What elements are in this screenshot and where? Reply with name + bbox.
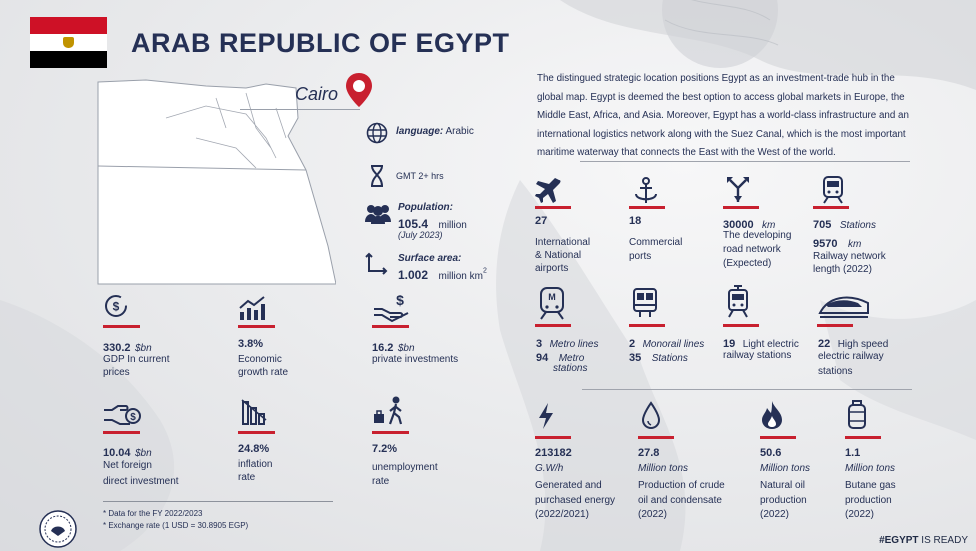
growth-value: 3.8% (238, 338, 264, 350)
rail-stations-row (813, 215, 876, 233)
rail-label (813, 250, 886, 276)
power-accent-bar (535, 436, 571, 439)
globe-icon (366, 122, 388, 144)
hsr-label-rest (818, 349, 884, 379)
language-row (396, 126, 474, 137)
lrt-label-line-2: railway stations (723, 350, 792, 361)
population-unit: million (438, 220, 467, 231)
power-label-line-1: Generated and (535, 480, 602, 491)
metro-stations-unit-2: stations (553, 363, 588, 374)
hashtag-rest: IS READY (918, 535, 968, 546)
inflation-icon (240, 398, 268, 426)
gdp-label-line-1: GDP In current (103, 354, 170, 365)
intro-divider (580, 161, 910, 162)
energy-divider (582, 389, 912, 390)
power-value: 213182 (535, 447, 572, 459)
hsr-accent-bar (817, 324, 853, 327)
svg-text:$: $ (112, 299, 120, 314)
inflation-label-line-1: inflation (238, 459, 273, 470)
inflation-accent-bar (238, 431, 275, 434)
crude-label-line-1: Production of crude (638, 480, 725, 491)
hand-money-icon (372, 291, 410, 323)
metro-stations-value: 94 (536, 352, 549, 364)
high-speed-train-icon (818, 291, 870, 319)
oil-drop-icon (641, 401, 661, 429)
lightning-icon (537, 402, 555, 430)
growth-label (238, 353, 288, 379)
surface-label: Surface area: (398, 253, 462, 264)
unemp-label-line-1: unemployment (372, 462, 438, 473)
location-pin-icon (344, 71, 374, 109)
unemp-accent-bar (372, 431, 409, 434)
lrt-accent-bar (723, 324, 759, 327)
road-label-line-1: The developing (723, 230, 792, 241)
population-value: 105.4 (398, 217, 429, 231)
inflation-value: 24.8% (238, 443, 270, 455)
lrt-value: 19 (723, 338, 736, 350)
growth-chart-icon (238, 296, 266, 322)
metro-icon (538, 286, 566, 320)
unemp-label-line-2: rate (372, 476, 390, 487)
gas-label-line-1: Natural oil (760, 480, 806, 491)
unemp-value: 7.2% (372, 443, 398, 455)
footer-notes (103, 508, 248, 532)
population-icon (364, 202, 392, 224)
private-label: private investments (372, 354, 459, 365)
hsr-label-line-1: High speed (837, 339, 889, 350)
metro-stations-unit-1: Metro (558, 353, 585, 364)
metro-lines-unit: Metro lines (549, 339, 599, 350)
surface-value: 1.002 (398, 268, 429, 282)
airports-label-line-3: airports (535, 263, 569, 274)
private-unit: $bn (397, 343, 415, 354)
note-fiscal-year: * Data for the FY 2022/2023 (103, 509, 203, 518)
seal-logo-icon (38, 509, 78, 549)
monorail-lines-value: 2 (629, 338, 636, 350)
fdi-label-line-1: Net foreign (103, 460, 152, 471)
ports-value: 18 (629, 215, 642, 227)
ports-label-line-1: Commercial (629, 237, 683, 248)
metro-accent-bar (535, 324, 571, 327)
hsr-label-line-2: electric railway (818, 351, 884, 362)
surface-row (398, 266, 487, 284)
flame-icon (760, 400, 784, 430)
light-rail-icon (726, 285, 750, 319)
fdi-accent-bar (103, 431, 140, 434)
gas-label (760, 479, 807, 523)
crude-label (638, 479, 725, 523)
area-icon (364, 252, 388, 276)
airplane-icon (535, 178, 563, 204)
svg-text:M: M (548, 292, 556, 302)
butane-unit: Million tons (845, 463, 896, 474)
monorail-stations-row (629, 348, 688, 366)
surface-unit: million km (438, 271, 483, 282)
gas-value: 50.6 (760, 447, 782, 459)
gdp-label-line-2: prices (103, 367, 130, 378)
monorail-icon (632, 287, 658, 319)
rail-label-line-2: length (2022) (813, 264, 872, 275)
road-label-line-3: (Expected) (723, 258, 772, 269)
butane-label-line-1: Butane gas (845, 480, 896, 491)
hashtag-tag (879, 535, 968, 546)
gdp-unit: $bn (134, 343, 152, 354)
unemp-label (372, 461, 438, 489)
anchor-icon (633, 177, 659, 205)
growth-label-line-2: growth rate (238, 367, 289, 378)
gas-accent-bar (760, 436, 796, 439)
crude-value: 27.8 (638, 447, 660, 459)
hsr-value: 22 (818, 338, 831, 350)
monorail-accent-bar (629, 324, 665, 327)
surface-unit-sup: 2 (482, 267, 487, 275)
crude-label-line-2: oil and condensate (638, 494, 722, 506)
rail-label-line-1: Railway network (813, 251, 886, 262)
power-label-line-2: purchased energy (535, 494, 616, 506)
private-accent-bar (372, 325, 409, 328)
svg-text:$: $ (396, 292, 404, 308)
rail-stations-value: 705 (813, 219, 832, 231)
road-accent-bar (723, 206, 759, 209)
power-label-line-3: (2022/2021) (535, 509, 589, 520)
airports-value: 27 (535, 215, 548, 227)
fdi-unit: $bn (134, 448, 152, 459)
power-unit: G.W/h (535, 463, 564, 474)
language-value: Arabic (445, 126, 474, 137)
hsr-label-line-3: stations (818, 366, 853, 377)
population-label: Population: (398, 202, 453, 213)
monorail-lines-unit: Monorail lines (642, 339, 705, 350)
road-unit: km (762, 220, 776, 231)
intro-paragraph: The distingued strategic location positions Egypt as an investment-trade hub in the global map. Egypt is deemed the best option to access global markets in Europe, the Middle East, Africa, and Asia. Moreover, Egypt has a world-class infrastructure and an international logistics network along with the Suez Canal, which is the most important maritime waterway that connects the East with the West of the world. (537, 73, 909, 158)
metro-lines-value: 3 (536, 338, 543, 350)
notes-divider (103, 501, 333, 502)
monorail-stations-unit: Stations (651, 353, 688, 364)
road-label (723, 229, 791, 271)
road-label-line-2: road network (723, 244, 781, 255)
rail-stations-unit: Stations (839, 220, 876, 231)
inflation-label-line-2: rate (238, 472, 256, 483)
gdp-value: 330.2 (103, 342, 131, 354)
page-title: ARAB REPUBLIC OF EGYPT (131, 28, 510, 58)
population-date: (July 2023) (398, 230, 443, 240)
gdp-icon (103, 293, 129, 319)
road-value: 30000 (723, 219, 754, 231)
cairo-label: Cairo (295, 84, 339, 104)
gas-label-line-3: (2022) (760, 509, 789, 520)
ports-label-line-2: ports (629, 251, 652, 262)
train-icon (821, 175, 845, 205)
growth-label-line-1: Economic (238, 354, 282, 365)
ports-accent-bar (629, 206, 665, 209)
crude-accent-bar (638, 436, 674, 439)
gas-label-line-2: production (760, 494, 807, 506)
hashtag-bold: #EGYPT (879, 535, 919, 546)
power-label (535, 479, 615, 523)
crude-label-line-3: (2022) (638, 509, 667, 520)
crude-unit: Million tons (638, 463, 689, 474)
butane-value: 1.1 (845, 447, 861, 459)
hourglass-icon (368, 164, 386, 188)
language-label: language: (396, 126, 444, 137)
fdi-label-line-2: direct investment (103, 476, 179, 487)
gdp-accent-bar (103, 325, 140, 328)
gas-unit: Million tons (760, 463, 811, 474)
monorail-stations-value: 35 (629, 352, 642, 364)
rail-km-value: 9570 (813, 238, 838, 250)
airports-accent-bar (535, 206, 571, 209)
fdi-value: 10.04 (103, 447, 131, 459)
gdp-label (103, 353, 170, 379)
svg-text:$: $ (130, 412, 136, 423)
airports-label-line-2: & National (535, 250, 582, 261)
airports-label-line-1: International (535, 237, 591, 248)
ports-label (629, 236, 682, 264)
fdi-hand-coin-icon (102, 400, 142, 428)
airports-label (535, 236, 590, 275)
inflation-label (238, 458, 272, 484)
fdi-label (103, 458, 179, 490)
rail-km-unit: km (847, 239, 862, 250)
egypt-flag (30, 17, 107, 68)
cairo-pointer-line (240, 109, 360, 110)
growth-accent-bar (238, 325, 275, 328)
butane-label-line-3: (2022) (845, 509, 874, 520)
butane-label (845, 479, 896, 523)
rail-accent-bar (813, 206, 849, 209)
timezone-text: GMT 2+ hrs (396, 171, 444, 181)
lrt-label-line-1: Light electric (742, 339, 799, 350)
road-arrows-icon (726, 176, 750, 204)
gas-cylinder-icon (847, 400, 867, 430)
private-value: 16.2 (372, 342, 394, 354)
butane-label-line-2: production (845, 494, 892, 506)
note-exchange-rate: * Exchange rate (1 USD = 30.8905 EGP) (103, 521, 249, 530)
butane-accent-bar (845, 436, 881, 439)
unemployment-icon (372, 396, 406, 426)
